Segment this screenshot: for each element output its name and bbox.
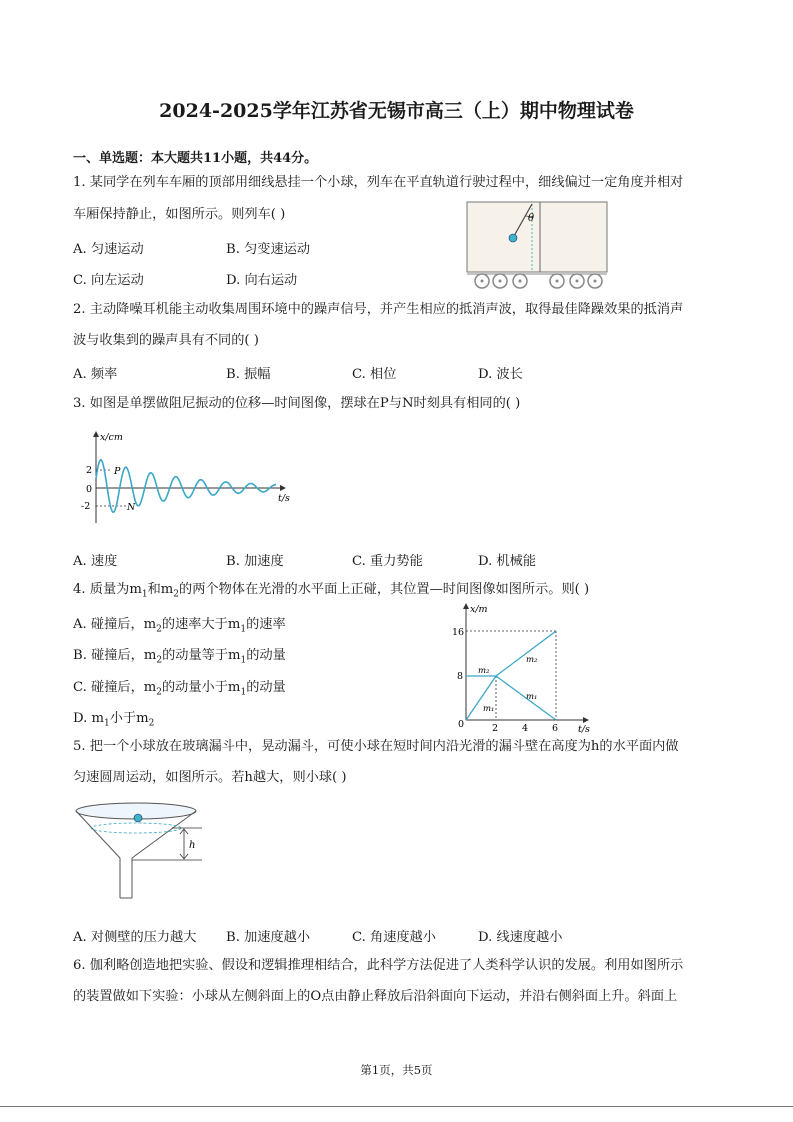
q4-ytick-8: 8 (457, 671, 464, 682)
q4-xtick-4: 4 (522, 723, 529, 734)
q2-option-d: D. 波长 (478, 367, 523, 382)
q4-m2-after-line (496, 631, 556, 676)
q3-tick-neg2: -2 (81, 501, 91, 512)
q5-option-c: C. 角速度越小 (352, 930, 436, 945)
q3-option-a: A. 速度 (73, 554, 118, 569)
q4-label-m1-after: m₁ (526, 692, 538, 702)
q4-option-d: D. $m_1$小于$m_2$ (73, 711, 155, 729)
q2-stem-line2: 波与收集到的躁声具有不同的( ) (73, 333, 259, 348)
q1-angle-label: θ (528, 213, 535, 224)
q3-oscillation-graph (80, 428, 310, 528)
q3-tick-2: 2 (86, 465, 93, 476)
q4-option-b: B. 碰撞后，$m_2$的动量等于$m_1$的动量 (73, 648, 286, 666)
q5-stem-line1: 5. 把一个小球放在玻璃漏斗中，晃动漏斗，可使小球在短时间内沿光滑的漏斗壁在高度为h的水平面内做 (73, 739, 679, 754)
q3-option-b: B. 加速度 (226, 554, 284, 569)
q4-ytick-16: 16 (452, 627, 465, 638)
q2-option-a: A. 频率 (73, 367, 118, 382)
q5-option-b: B. 加速度越小 (226, 930, 311, 945)
q3-x-axis-label: t/s (278, 493, 290, 504)
q3-point-p: P (114, 466, 121, 477)
q6-stem-line2: 的装置做如下实验：小球从左侧斜面上的O点由静止释放后沿斜面向下运动，并沿右侧斜面上升。斜面上 (73, 989, 678, 1004)
footer-rule (0, 1106, 793, 1107)
q1-train-figure (462, 198, 612, 290)
q4-option-c: C. 碰撞后，$m_2$的动量小于$m_1$的动量 (73, 680, 286, 698)
q1-stem-line1: 1. 某同学在列车车厢的顶部用细线悬挂一个小球，列车在平直轨道行驶过程中，细线偏过一定角度并相对 (73, 175, 684, 190)
q5-stem-line2: 匀速圆周运动，如图所示。若h越大，则小球( ) (73, 770, 347, 785)
q2-stem-line1: 2. 主动降噪耳机能主动收集周围环境中的躁声信号，并产生相应的抵消声波，取得最佳降躁效果的抵消声 (73, 302, 684, 317)
q3-stem: 3. 如图是单摆做阻尼振动的位移—时间图像，摆球在P与N时刻具有相同的( ) (73, 396, 521, 411)
q3-tick-0: 0 (86, 484, 93, 495)
q2-option-c: C. 相位 (352, 367, 397, 382)
q4-option-a: A. 碰撞后，$m_2$的速率大于$m_1$的速率 (73, 617, 286, 635)
q6-stem-line1: 6. 伽利略创造地把实验、假设和逻辑推理相结合，此科学方法促进了人类科学认识的发展。利用如图所示 (73, 958, 684, 973)
q4-xtick-6: 6 (552, 723, 559, 734)
q4-label-m2-before: m₂ (478, 666, 490, 676)
q5-funnel-figure (72, 798, 212, 900)
q4-x-axis-label: t/s (578, 724, 590, 735)
section-heading: 一、单选题：本大题共11小题，共44分。 (73, 151, 318, 166)
q3-option-d: D. 机械能 (478, 554, 537, 569)
q4-position-time-graph (448, 600, 598, 736)
q3-y-axis-label: x/cm (100, 432, 123, 443)
q4-y-axis-label: x/m (470, 604, 488, 615)
q5-height-label: h (189, 840, 196, 851)
q1-option-d: D. 向右运动 (226, 273, 298, 288)
q4-xtick-2: 2 (492, 723, 499, 734)
q3-point-n: N (127, 502, 136, 513)
q4-label-m1-before: m₁ (483, 704, 495, 714)
q3-option-c: C. 重力势能 (352, 554, 423, 569)
q5-option-d: D. 线速度越小 (478, 930, 563, 945)
q2-option-b: B. 振幅 (226, 367, 271, 382)
q4-label-m2-after: m₂ (526, 655, 538, 665)
page-footer: 第1页，共5页 (360, 1063, 433, 1077)
q4-stem: 4. 质量为$m_1$和$m_2$的两个物体在光滑的水平面上正碰，其位置—时间图像如图所示。则( ) (73, 582, 590, 600)
q5-option-a: A. 对侧壁的压力越大 (73, 930, 197, 945)
q3-damped-wave (96, 460, 276, 512)
q1-option-c: C. 向左运动 (73, 273, 144, 288)
q1-option-a: A. 匀速运动 (73, 242, 144, 257)
exam-title: 2024-2025学年江苏省无锡市高三（上）期中物理试卷 (159, 100, 634, 122)
q1-stem-line2: 车厢保持静止，如图所示。则列车( ) (73, 207, 286, 222)
q1-option-b: B. 匀变速运动 (226, 242, 311, 257)
q4-ytick-0: 0 (458, 719, 465, 730)
